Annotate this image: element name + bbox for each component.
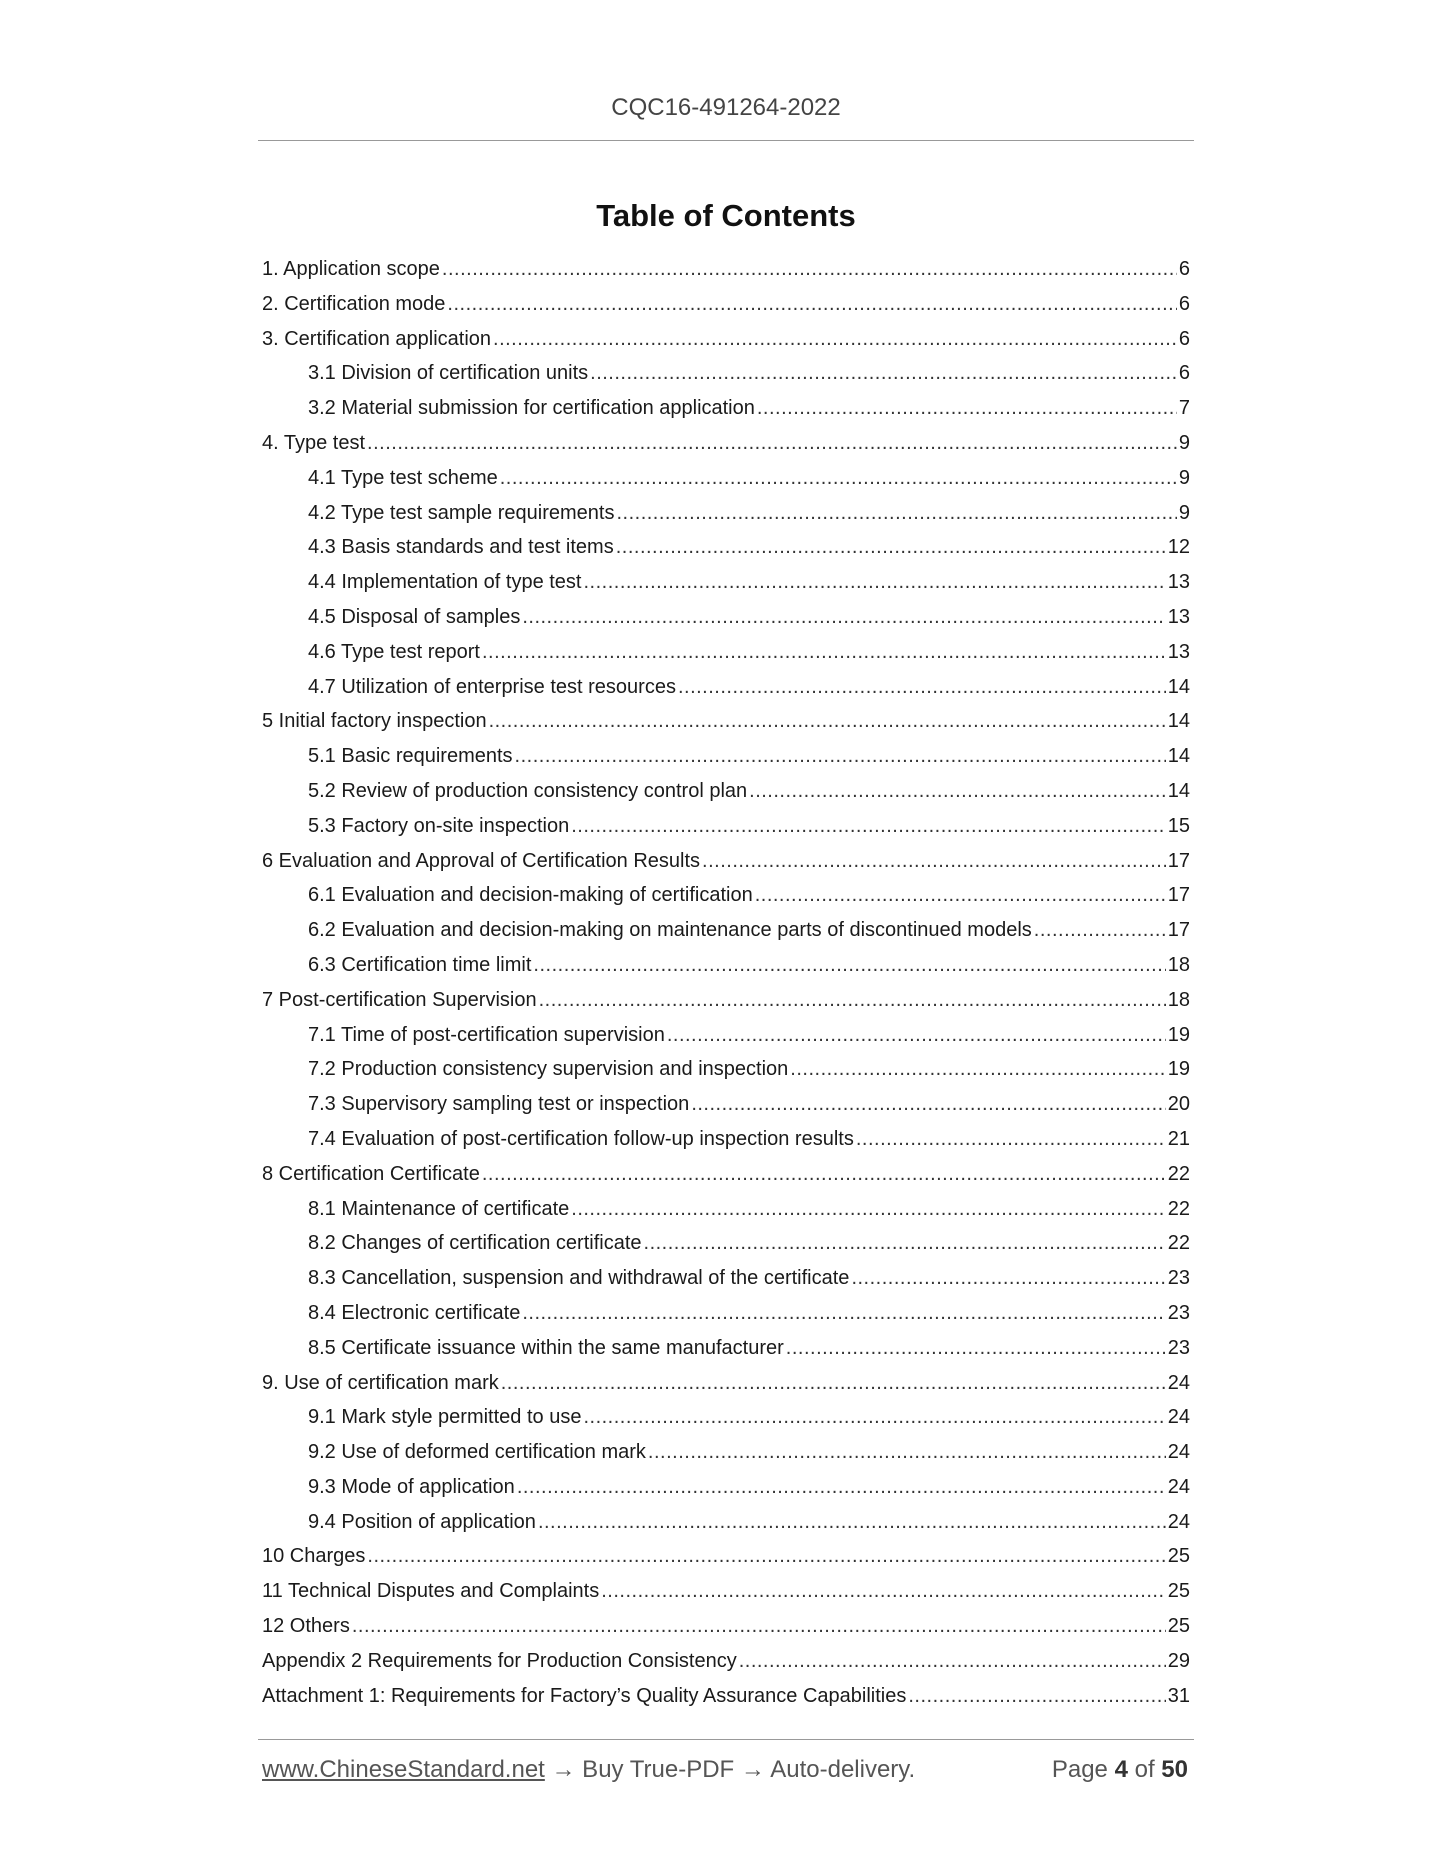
toc-entry[interactable]: [262, 1296, 1190, 1331]
toc-entry-page-number: 23: [1167, 1301, 1190, 1324]
toc-entry-label: 5.3 Factory on-site inspection: [308, 814, 570, 837]
toc-entry-page-number: 24: [1167, 1441, 1190, 1464]
toc-entry-page-number: 17: [1167, 884, 1190, 907]
toc-entry-page-number: 22: [1167, 1232, 1190, 1255]
toc-entry-label: 7.4 Evaluation of post-certification follow-up inspection results: [308, 1127, 854, 1150]
toc-entry-page-number: 6: [1178, 362, 1190, 385]
toc-entry-page-number: 18: [1167, 988, 1190, 1011]
toc-dot-leader: [755, 878, 1166, 913]
toc-entry-label: 4.6 Type test report: [308, 640, 480, 663]
toc-entry-page-number: 25: [1167, 1615, 1190, 1638]
toc-entry-page-number: 6: [1178, 258, 1190, 280]
page-footer: [262, 1756, 1188, 1784]
toc-dot-leader: [517, 1470, 1166, 1505]
toc-entry-label: 4.3 Basis standards and test items: [308, 536, 614, 559]
toc-entry[interactable]: [262, 1331, 1190, 1366]
toc-entry-label: 4.4 Implementation of type test: [308, 571, 582, 594]
toc-dot-leader: [367, 426, 1177, 461]
table-of-contents: [262, 252, 1190, 1713]
toc-entry[interactable]: [262, 287, 1190, 322]
document-page: [258, 0, 1194, 1870]
toc-entry-page-number: 25: [1167, 1545, 1190, 1568]
toc-dot-leader: [482, 1157, 1166, 1192]
toc-entry[interactable]: [262, 739, 1190, 774]
toc-dot-leader: [667, 1018, 1166, 1053]
toc-entry-page-number: 17: [1167, 919, 1190, 942]
toc-entry[interactable]: [262, 809, 1190, 844]
toc-entry-label: 11 Technical Disputes and Complaints: [262, 1580, 600, 1603]
toc-entry-page-number: 24: [1167, 1475, 1190, 1498]
toc-entry-page-number: 18: [1167, 953, 1190, 976]
toc-entry[interactable]: [262, 878, 1190, 913]
toc-entry[interactable]: [262, 530, 1190, 565]
toc-entry[interactable]: [262, 1470, 1190, 1505]
toc-entry-page-number: 23: [1167, 1336, 1190, 1359]
toc-entry-label: 3. Certification application: [262, 327, 492, 350]
toc-dot-leader: [616, 530, 1166, 565]
toc-entry-label: 8.2 Changes of certification certificate: [308, 1232, 642, 1255]
toc-entry-page-number: 31: [1167, 1684, 1190, 1707]
toc-entry-page-number: 15: [1167, 814, 1190, 837]
toc-entry-label: 3.2 Material submission for certification application: [308, 397, 755, 420]
toc-entry-label: Attachment 1: Requirements for Factory’s Quality Assurance Capabilities: [262, 1684, 907, 1707]
toc-entry-page-number: 9: [1178, 466, 1190, 489]
toc-dot-leader: [447, 287, 1176, 322]
toc-entry[interactable]: [262, 1539, 1190, 1574]
header-divider: [258, 140, 1194, 141]
toc-dot-leader: [571, 1192, 1165, 1227]
toc-dot-leader: [749, 774, 1166, 809]
toc-dot-leader: [739, 1644, 1166, 1679]
toc-entry-label: 6.1 Evaluation and decision-making of certification: [308, 884, 753, 907]
toc-dot-leader: [691, 1087, 1165, 1122]
toc-entry[interactable]: [262, 1435, 1190, 1470]
toc-dot-leader: [757, 391, 1177, 426]
toc-entry-label: 8.4 Electronic certificate: [308, 1301, 521, 1324]
toc-entry[interactable]: [262, 670, 1190, 705]
toc-entry-page-number: 9: [1178, 501, 1190, 524]
toc-entry[interactable]: [262, 565, 1190, 600]
toc-entry[interactable]: [262, 391, 1190, 426]
toc-entry-page-number: 22: [1167, 1197, 1190, 1220]
toc-dot-leader: [522, 1296, 1165, 1331]
toc-entry-page-number: 25: [1167, 1580, 1190, 1603]
toc-entry-label: 6.2 Evaluation and decision-making on maintenance parts of discontinued models: [308, 919, 1032, 942]
toc-entry-label: 8.1 Maintenance of certificate: [308, 1197, 570, 1220]
toc-entry-page-number: 6: [1178, 292, 1190, 315]
footer-divider: [258, 1739, 1194, 1740]
toc-entry-page-number: 29: [1167, 1649, 1190, 1672]
toc-entry-label: 6.3 Certification time limit: [308, 953, 532, 976]
toc-entry[interactable]: [262, 1192, 1190, 1227]
toc-entry[interactable]: [262, 1052, 1190, 1087]
toc-entry-label: 12 Others: [262, 1615, 350, 1638]
toc-entry[interactable]: [262, 844, 1190, 879]
toc-entry-page-number: 14: [1167, 745, 1190, 768]
toc-entry[interactable]: [262, 1018, 1190, 1053]
toc-dot-leader: [493, 322, 1177, 357]
toc-entry-page-number: 19: [1167, 1023, 1190, 1046]
toc-entry-label: Appendix 2 Requirements for Production Consistency: [262, 1649, 737, 1672]
toc-entry-label: 4.1 Type test scheme: [308, 466, 498, 489]
toc-entry[interactable]: [262, 1574, 1190, 1609]
toc-entry[interactable]: [262, 1366, 1190, 1401]
toc-dot-leader: [851, 1261, 1165, 1296]
toc-entry-label: 9. Use of certification mark: [262, 1371, 499, 1394]
toc-entry[interactable]: [262, 426, 1190, 461]
toc-dot-leader: [702, 844, 1166, 879]
toc-dot-leader: [500, 461, 1177, 496]
toc-entry-label: 4.5 Disposal of samples: [308, 605, 521, 628]
toc-entry-label: 9.1 Mark style permitted to use: [308, 1406, 582, 1429]
toc-entry-label: 4.2 Type test sample requirements: [308, 501, 615, 524]
toc-dot-leader: [522, 600, 1165, 635]
toc-entry[interactable]: [262, 600, 1190, 635]
toc-dot-leader: [856, 1122, 1166, 1157]
toc-dot-leader: [501, 1366, 1166, 1401]
toc-entry-page-number: 17: [1167, 849, 1190, 872]
page-label: Page: [1051, 1756, 1108, 1783]
toc-entry-label: 9.2 Use of deformed certification mark: [308, 1441, 646, 1464]
toc-entry-page-number: 21: [1167, 1127, 1190, 1150]
toc-entry-label: 1. Application scope: [262, 258, 440, 280]
toc-dot-leader: [1034, 913, 1166, 948]
toc-dot-leader: [489, 704, 1166, 739]
toc-entry[interactable]: [262, 1087, 1190, 1122]
toc-entry-page-number: 9: [1178, 431, 1190, 454]
toc-entry[interactable]: [262, 1505, 1190, 1540]
toc-entry-label: 7.2 Production consistency supervision and inspection: [308, 1058, 789, 1081]
toc-entry-label: 10 Charges: [262, 1545, 366, 1568]
toc-entry-page-number: 24: [1167, 1406, 1190, 1429]
toc-entry[interactable]: [262, 1122, 1190, 1157]
toc-entry[interactable]: [262, 913, 1190, 948]
toc-entry[interactable]: [262, 1157, 1190, 1192]
toc-dot-leader: [616, 496, 1176, 531]
toc-entry-label: 4.7 Utilization of enterprise test resources: [308, 675, 676, 698]
toc-entry[interactable]: [262, 252, 1190, 287]
toc-dot-leader: [515, 739, 1166, 774]
toc-entry[interactable]: [262, 1261, 1190, 1296]
promo-text: → Buy True-PDF → Auto-delivery.: [544, 1756, 916, 1783]
document-number-header: CQC16-491264-2022: [611, 94, 841, 121]
toc-entry[interactable]: [262, 1644, 1190, 1679]
toc-entry[interactable]: [262, 461, 1190, 496]
toc-entry-label: 6 Evaluation and Approval of Certification Results: [262, 849, 701, 872]
toc-entry-page-number: 22: [1167, 1162, 1190, 1185]
page-current: 4: [1114, 1756, 1128, 1783]
website-link[interactable]: www.ChineseStandard.net: [262, 1756, 545, 1783]
toc-dot-leader: [442, 252, 1177, 287]
toc-dot-leader: [678, 670, 1166, 705]
toc-entry-label: 5.2 Review of production consistency control plan: [308, 779, 748, 802]
toc-dot-leader: [583, 1400, 1165, 1435]
toc-entry-page-number: 13: [1167, 605, 1190, 628]
toc-entry[interactable]: [262, 496, 1190, 531]
toc-dot-leader: [584, 565, 1166, 600]
toc-entry-page-number: 12: [1167, 536, 1190, 559]
toc-entry[interactable]: [262, 1679, 1190, 1714]
toc-entry[interactable]: [262, 1226, 1190, 1261]
toc-entry-label: 8 Certification Certificate: [262, 1162, 480, 1185]
toc-entry-label: 7 Post-certification Supervision: [262, 988, 537, 1011]
toc-entry-page-number: 19: [1167, 1058, 1190, 1081]
toc-dot-leader: [533, 948, 1165, 983]
toc-entry[interactable]: [262, 704, 1190, 739]
toc-entry-page-number: 13: [1167, 571, 1190, 594]
toc-entry-label: 7.1 Time of post-certification supervision: [308, 1023, 665, 1046]
toc-entry-label: 7.3 Supervisory sampling test or inspection: [308, 1093, 690, 1116]
footer-promo: [262, 1756, 915, 1784]
page-total: 50: [1161, 1756, 1188, 1783]
toc-entry-page-number: 14: [1167, 779, 1190, 802]
toc-entry-label: 3.1 Division of certification units: [308, 362, 589, 385]
toc-entry-page-number: 6: [1178, 327, 1190, 350]
toc-entry[interactable]: [262, 983, 1190, 1018]
toc-entry-label: 8.5 Certificate issuance within the same manufacturer: [308, 1336, 784, 1359]
toc-entry[interactable]: [262, 774, 1190, 809]
toc-entry-label: 8.3 Cancellation, suspension and withdrawal of the certificate: [308, 1267, 850, 1290]
toc-entry-label: 2. Certification mode: [262, 292, 446, 315]
toc-entry[interactable]: [262, 635, 1190, 670]
page-indicator: [1052, 1756, 1188, 1784]
toc-dot-leader: [601, 1574, 1166, 1609]
toc-dot-leader: [367, 1539, 1165, 1574]
toc-entry-label: 4. Type test: [262, 431, 366, 454]
toc-entry-page-number: 23: [1167, 1267, 1190, 1290]
toc-entry[interactable]: [262, 1400, 1190, 1435]
toc-entry[interactable]: [262, 356, 1190, 391]
toc-entry-label: 9.4 Position of application: [308, 1510, 536, 1533]
toc-entry-label: 9.3 Mode of application: [308, 1475, 515, 1498]
toc-entry-label: 5.1 Basic requirements: [308, 745, 513, 768]
toc-dot-leader: [539, 983, 1166, 1018]
toc-entry-page-number: 20: [1167, 1093, 1190, 1116]
page-of-label: of: [1134, 1756, 1155, 1783]
toc-dot-leader: [648, 1435, 1166, 1470]
toc-dot-leader: [590, 356, 1177, 391]
toc-entry-page-number: 7: [1178, 397, 1190, 420]
toc-entry-page-number: 24: [1167, 1371, 1190, 1394]
toc-dot-leader: [538, 1505, 1166, 1540]
toc-entry[interactable]: [262, 1609, 1190, 1644]
toc-dot-leader: [790, 1052, 1165, 1087]
toc-entry-page-number: 14: [1167, 710, 1190, 733]
toc-dot-leader: [908, 1679, 1165, 1714]
toc-entry[interactable]: [262, 322, 1190, 357]
toc-dot-leader: [352, 1609, 1166, 1644]
toc-dot-leader: [786, 1331, 1166, 1366]
toc-dot-leader: [571, 809, 1166, 844]
toc-entry-label: 5 Initial factory inspection: [262, 710, 487, 733]
toc-entry[interactable]: [262, 948, 1190, 983]
toc-entry-page-number: 13: [1167, 640, 1190, 663]
toc-entry-page-number: 14: [1167, 675, 1190, 698]
toc-dot-leader: [644, 1226, 1166, 1261]
toc-entry-page-number: 24: [1167, 1510, 1190, 1533]
toc-dot-leader: [482, 635, 1166, 670]
page-title: Table of Contents: [596, 198, 856, 233]
